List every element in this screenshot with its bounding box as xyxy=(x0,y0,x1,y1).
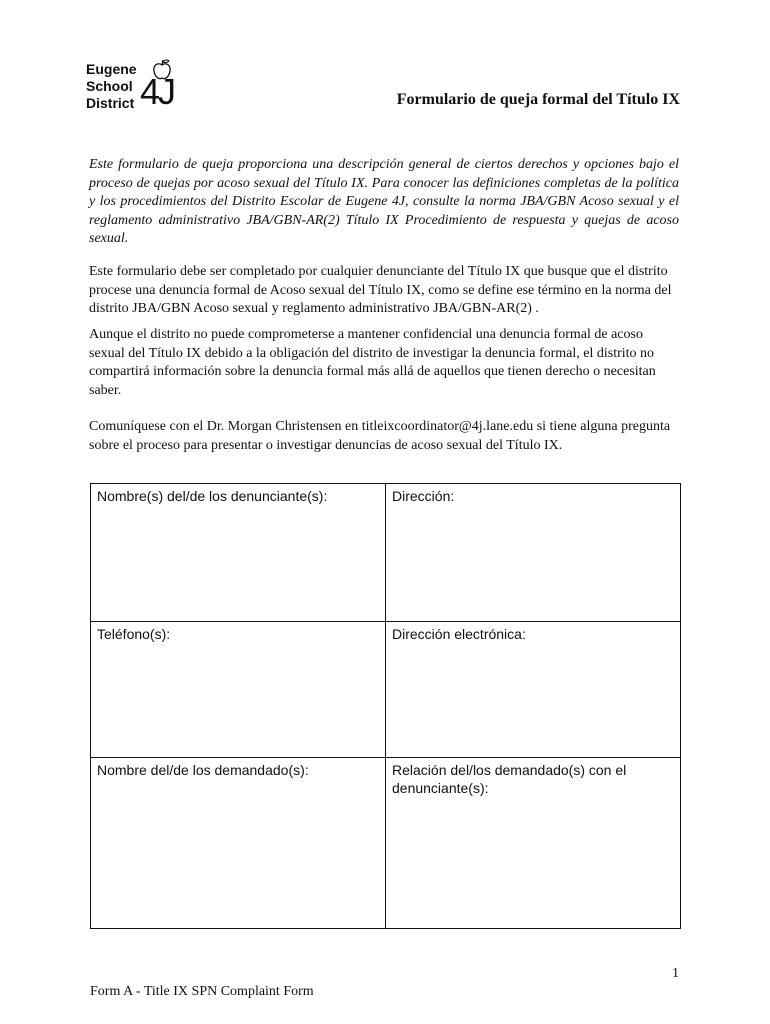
paragraph-who-completes: Este formulario debe ser completado por cualquier denunciante del Título IX que busque que el distrito procese una denuncia formal de Acoso sexual del Título IX, como se define ese término en la norma del distrito JBA/GBN Acoso sexual y reglamento administrativo JBA/GBN-AR(2) . xyxy=(89,264,672,316)
logo-line-district: District xyxy=(86,95,135,111)
footer-form-name: Form A - Title IX SPN Complaint Form xyxy=(90,984,314,999)
complainant-names-label: Nombre(s) del/de los denunciante(s): xyxy=(97,488,328,504)
relationship-label: Relación del/los demandado(s) con el denunciante(s): xyxy=(392,762,627,796)
email-field[interactable] xyxy=(386,622,681,758)
phone-field[interactable] xyxy=(91,622,386,758)
address-label: Dirección: xyxy=(392,488,455,504)
intro-paragraph: Este formulario de queja proporciona una descripción general de ciertos derechos y opciones bajo el proceso de quejas por acoso sexual del Título IX. Para conocer las definiciones completas de la política y los procedimientos del Distrito Escolar de Eugene 4J, consulte la norma JBA/GBN Acoso sexual y el reglamento administrativo JBA/GBN-AR(2) Título IX Procedimiento de respuesta y quejas de acoso sexual. xyxy=(89,157,679,246)
paragraph-contact: Comuníquese con el Dr. Morgan Christensen en titleixcoordinator@4j.lane.edu si tiene alguna pregunta sobre el proceso para presentar o investigar denuncias de acoso sexual del Título IX. xyxy=(89,419,671,453)
district-logo xyxy=(86,58,186,120)
form-title: Formulario de queja formal del Título IX xyxy=(396,91,680,108)
phone-label: Teléfono(s): xyxy=(97,626,171,642)
address-field[interactable] xyxy=(386,484,681,622)
logo-text xyxy=(86,61,137,112)
apple-icon xyxy=(150,58,174,82)
relationship-field[interactable] xyxy=(386,758,681,929)
complaint-form-table xyxy=(90,483,681,929)
respondent-names-field[interactable] xyxy=(91,758,386,929)
logo-line-eugene: Eugene xyxy=(86,61,137,77)
email-label: Dirección electrónica: xyxy=(392,626,526,642)
logo-line-school: School xyxy=(86,78,133,94)
complainant-names-field[interactable] xyxy=(91,484,386,622)
page-number: 1 xyxy=(672,966,679,981)
respondent-names-label: Nombre del/de los demandado(s): xyxy=(97,762,309,778)
paragraph-confidentiality: Aunque el distrito no puede comprometerse a mantener confidencial una denuncia formal de acoso sexual del Título IX debido a la obligación del distrito de investigar la denuncia formal, el distrito no compartirá información sobre la denuncia formal más allá de aquellos que tienen derecho o necesitan saber. xyxy=(89,327,656,398)
logo-4j-mark: 4J xyxy=(140,71,175,112)
